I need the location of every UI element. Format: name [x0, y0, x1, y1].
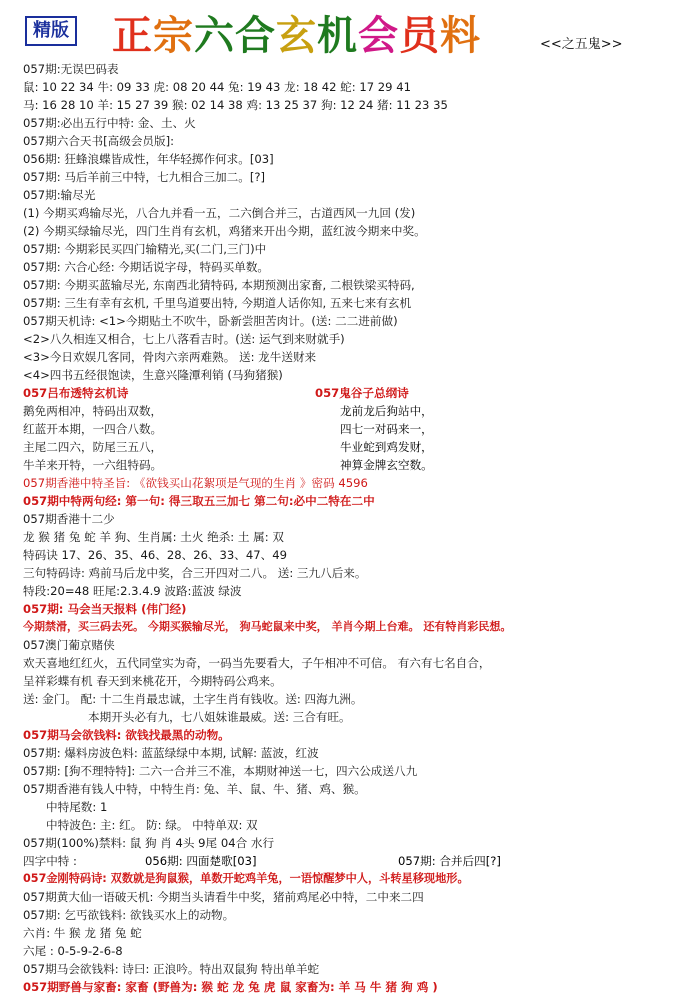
poem-line: 四七一对码来一， — [340, 422, 433, 436]
text-line: <3>今日欢娱几客同，骨肉六亲两难熟。 送: 龙牛送财来 — [23, 350, 317, 364]
text-line: 中特波色: 主: 红。 防: 绿。 中特单双: 双 — [46, 818, 258, 832]
text-line: 057期:必出五行中特: 金、土、火 — [23, 116, 196, 130]
text-line: 送: 金门。 配: 十二生肖最忠诚，土字生肖有钱收。送: 四海九洲。 — [23, 692, 363, 706]
text-line: 057期天机诗: <1>今期贴土不吹牛，卧新尝胆苦肉计。(送: 二二进前做) — [23, 314, 398, 328]
section-heading: 057鬼谷子总纲诗 — [315, 386, 409, 400]
text-line: 056期: 四面楚歌[03] — [145, 854, 257, 868]
text-line: 057期野兽与家畜: 家畜 (野兽为: 猴 蛇 龙 兔 虎 鼠 家畜为: 羊 马 牛 猪 狗 鸡 ) — [23, 980, 438, 994]
title-char: 员 — [399, 13, 440, 59]
text-line: 呈祥彩蝶有机 春天到来桃花开，今期特码公鸡来。 — [23, 674, 282, 688]
text-line: 欢天喜地红红火，五代同堂实为奇，一码当先要看大，子午相冲不可信。 有六有七名自合， — [23, 656, 491, 670]
text-line: <4>四书五经很饱读，生意兴隆潭利销 (马狗猪猴) — [23, 368, 283, 382]
text-line: 本期开头必有九，七八姐妹谁最威。送: 三合有旺。 — [88, 710, 351, 724]
section-heading: 057吕布透特玄机诗 — [23, 386, 129, 400]
poem-line: 主尾二四六，防尾三五八， — [23, 440, 163, 454]
poem-line: 神算金牌玄空数。 — [340, 458, 433, 472]
text-line: 057期: 合并后四[?] — [398, 854, 501, 868]
text-line: 057期:无误巴码表 — [23, 62, 119, 76]
text-line: <2>八久相连又相合，七上八落看吉时。(送: 运气到来财就手) — [23, 332, 345, 346]
text-line: 六肖: 牛 猴 龙 猪 兔 蛇 — [23, 926, 142, 940]
poem-line: 牛业蛇到鸡发财， — [340, 440, 433, 454]
text-line: 今期禁滑，买三码去死。 今期买猴输尽光， 狗马蛇鼠来中奖， 羊肖今期上台难。 还有特肖彩民想。 — [23, 620, 512, 633]
text-line: 057期: 马后羊前三中特，七九相合三加二。[?] — [23, 170, 266, 184]
text-line: 特码诀 17、26、35、46、28、26、33、47、49 — [23, 548, 287, 562]
text-line: 057期: 爆料房波色料: 蓝蓝绿绿中本期, 试解: 蓝波，红波 — [23, 746, 319, 760]
text-line: 057期: 三生有幸有玄机, 千里鸟道要出特, 今期道人话你知, 五来七来有玄机 — [23, 296, 412, 310]
section-heading: 057期马会欲钱料: 欲钱找最黑的动物。 — [23, 728, 230, 742]
title-char: 正 — [112, 13, 153, 59]
title-char: 六 — [194, 13, 235, 59]
text-line: 057期六合天书[高级会员版]: — [23, 134, 175, 148]
title-char: 料 — [440, 13, 481, 59]
text-line: 057期(100%)禁料: 鼠 狗 肖 4头 9尾 04合 水行 — [23, 836, 275, 850]
poem-line: 牛羊来开特，一六组特码。 — [23, 458, 163, 472]
text-line: 057期: 今期买蓝输尽光, 东南西北猜特码, 本期预测出家畜, 二根铁梁买特码, — [23, 278, 415, 292]
author-signature: <<之五鬼>> — [540, 37, 623, 52]
text-line: 057期香港有钱人中特，中特生肖: 兔、羊、鼠、牛、猪、鸡、猴。 — [23, 782, 366, 796]
title-char: 宗 — [153, 13, 194, 59]
text-line: 057期: 乞丐欲钱料: 欲钱买水上的动物。 — [23, 908, 235, 922]
text-line: 057期黄大仙一语破天机: 今期当头请看牛中奖，猪前鸡尾必中特，二中来二四 — [23, 890, 424, 904]
page-header — [0, 0, 679, 60]
text-line: 057期香港十二少 — [23, 512, 115, 526]
poem-line: 红蓝开本期，一四合八数。 — [23, 422, 163, 436]
text-line: 中特尾数: 1 — [46, 800, 108, 814]
text-line: 057澳门葡京赌侠 — [23, 638, 115, 652]
title-char: 会 — [358, 13, 399, 59]
text-line: 057金刚特码诗: 双数就是狗鼠猴，单数开蛇鸡羊兔，一语惊醒梦中人，斗转星移现地形。 — [23, 872, 469, 885]
text-line: 057期中特两句经: 第一句: 得三取五三加七 第二句:必中二特在二中 — [23, 494, 375, 508]
text-line: 057期马会欲钱料: 诗曰: 正浪吟。特出双鼠狗 特出单羊蛇 — [23, 962, 320, 976]
text-line: 057期: 六合心经: 今期话说字母，特码买单数。 — [23, 260, 270, 274]
text-line: 龙 猴 猪 兔 蛇 羊 狗、生肖属: 土火 绝杀: 土 属: 双 — [23, 530, 284, 544]
text-line: 057期香港中特圣旨: 《欲钱买山花絮项是气现的生肖 》密码 4596 — [23, 476, 368, 490]
edition-badge: 精版 — [25, 16, 77, 46]
text-line: 马: 16 28 10 羊: 15 27 39 猴: 02 14 38 鸡: 13 25 37 狗: 12 24 猪: 11 23 35 — [23, 98, 448, 112]
text-line: 056期: 狂蜂浪蝶皆成性，年华轻掷作何求。[03] — [23, 152, 274, 166]
title-char: 玄 — [276, 13, 317, 59]
title-char: 机 — [317, 13, 358, 59]
text-line: (1) 今期买鸡输尽光，八合九并看一五，二六倒合并三，古道西风一九回 (发) — [23, 206, 416, 220]
text-line: 特段:20=48 旺尾:2.3.4.9 波路:蓝波 绿波 — [23, 584, 242, 598]
text-line: 057期:输尽光 — [23, 188, 96, 202]
poem-line: 鹅免两相冲，特码出双数， — [23, 404, 163, 418]
poem-line: 龙前龙后狗站中， — [340, 404, 433, 418]
text-line: (2) 今期买绿输尽光，四门生肖有玄机，鸡猪来开出今期，蓝红波今期来中奖。 — [23, 224, 426, 238]
text-line: 057期: 今期彩民买四门输精光,买(二门,三门)中 — [23, 242, 267, 256]
text-line: 057期: [狗不理特特]: 二六一合并三不准，本期财神送一七，四六公成送八九 — [23, 764, 418, 778]
text-line: 六尾 : 0-5-9-2-6-8 — [23, 944, 123, 958]
page-title — [112, 4, 481, 61]
text-line: 三句特码诗: 鸡前马后龙中奖，合三开四对二八。 送: 三九八后来。 — [23, 566, 367, 580]
text-line: 四字中特 : — [23, 854, 77, 868]
text-line: 鼠: 10 22 34 牛: 09 33 虎: 08 20 44 兔: 19 43 龙: 18 42 蛇: 17 29 41 — [23, 80, 411, 94]
section-heading: 057期: 马会当天报料 (伟门经) — [23, 602, 187, 616]
title-char: 合 — [235, 13, 276, 59]
